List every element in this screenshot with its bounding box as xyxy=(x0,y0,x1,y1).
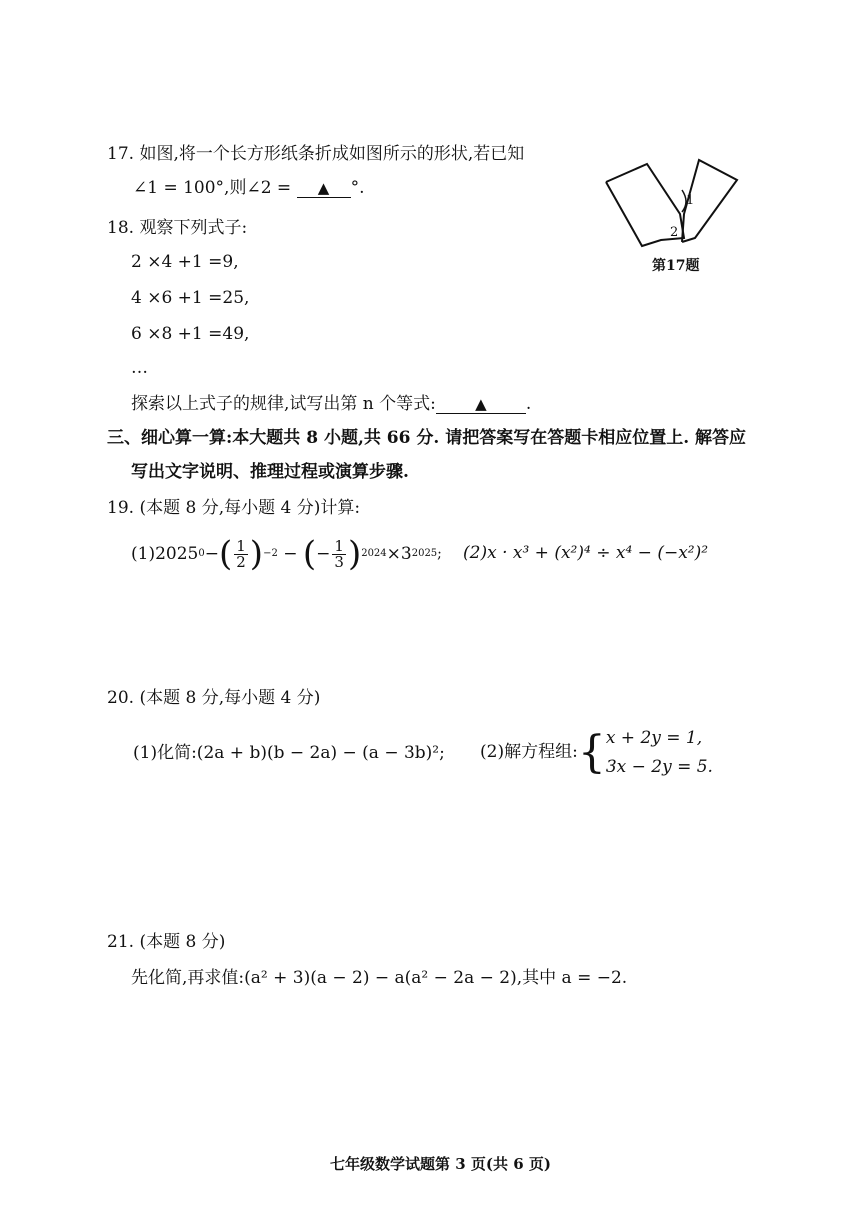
page-footer: 七年级数学试题第 3 页(共 6 页) xyxy=(330,1155,551,1173)
q20-part-2: (2)解方程组: { x + 2y = 1, 3x − 2y = 5. xyxy=(480,724,713,782)
answer-blank-q17: ▲ xyxy=(317,179,330,197)
equation-1: x + 2y = 1, xyxy=(605,728,703,748)
q19-part-1: (1)2025 0 − ( $\frac{1}{2}$ ) −2 − ( − $\frac{1}{3}$ ) 2024 ×3 2025 ; xyxy=(131,534,442,574)
q17-line2: ∠1 = 100°,则∠2 = ▲ °. xyxy=(133,178,365,198)
q19-part-2: (2)x · x³ + (x²)⁴ ÷ x⁴ − (−x²)² xyxy=(463,543,709,563)
q18-line-2: 4 ×6 +1 =25, xyxy=(131,288,250,308)
figure-caption: 第17题 xyxy=(652,258,700,274)
angle-2-label: 2 xyxy=(670,225,679,240)
q20-part-1: (1)化简:(2a + b)(b − 2a) − (a − 3b)²; xyxy=(133,743,445,763)
q18-line-4: … xyxy=(131,358,148,378)
q18-prompt: 探索以上式子的规律,试写出第 n 个等式: ▲ . xyxy=(131,394,532,414)
section-3-line-1: 三、细心算一算:本大题共 8 小题,共 66 分. 请把答案写在答题卡相应位置上. 解答应 xyxy=(107,428,747,448)
section-3-line-2: 写出文字说明、推理过程或演算步骤. xyxy=(131,462,409,482)
q17-figure xyxy=(600,150,745,250)
q20-header: 20. (本题 8 分,每小题 4 分) xyxy=(107,688,321,708)
answer-blank-q18: ▲ xyxy=(475,395,487,413)
q18-text: 18. 观察下列式子: xyxy=(107,218,248,238)
q18-line-3: 6 ×8 +1 =49, xyxy=(131,324,250,344)
q17-text: 17. 如图,将一个长方形纸条折成如图所示的形状,若已知 xyxy=(107,144,525,164)
equation-2: 3x − 2y = 5. xyxy=(605,756,713,777)
q21-text: 先化简,再求值:(a² + 3)(a − 2) − a(a² − 2a − 2),其中 a = −2. xyxy=(131,968,628,988)
q18-line-1: 2 ×4 +1 =9, xyxy=(131,252,239,272)
angle-1-label: 1 xyxy=(686,193,695,208)
q19-header: 19. (本题 8 分,每小题 4 分)计算: xyxy=(107,498,361,518)
q21-header: 21. (本题 8 分) xyxy=(107,932,226,952)
